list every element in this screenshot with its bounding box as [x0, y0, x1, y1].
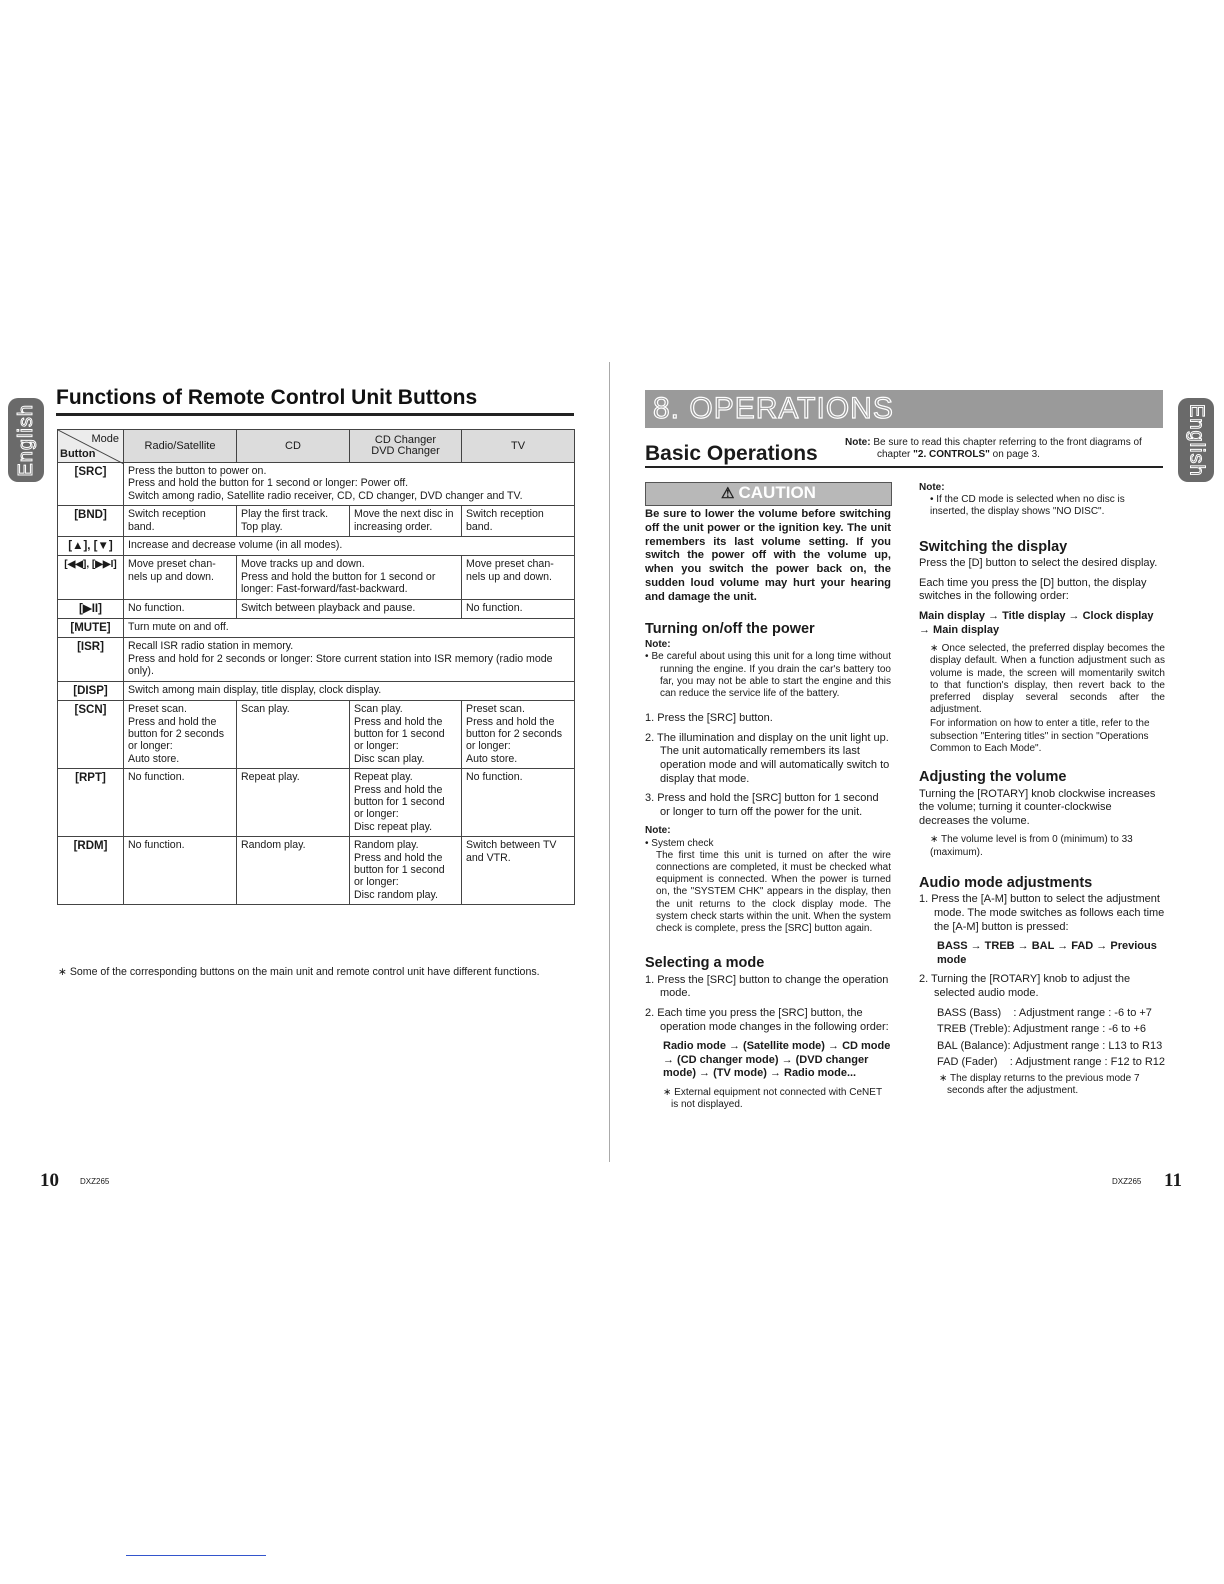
display-heading: Switching the display	[919, 538, 1068, 555]
audio-range-fad: FAD (Fader) : Adjustment range : F12 to R12	[937, 1056, 1166, 1069]
audio-range-treb: TREB (Treble): Adjustment range : -6 to +6	[937, 1023, 1146, 1036]
audio-order: BASS → TREB → BAL → FAD → Previous mode	[937, 940, 1157, 966]
cell-play-cd: Switch between playback and pause.	[237, 599, 462, 618]
table-row	[58, 638, 575, 681]
cell-skip-tv: Move preset chan- nels up and down.	[462, 556, 575, 599]
power-note2-head: • System check	[645, 837, 714, 849]
cell-play-radio: No function.	[124, 599, 237, 618]
button-rdm: [RDM]	[58, 837, 124, 905]
header-changer: CD Changer DVD Changer	[350, 430, 462, 463]
page-number-left: 10	[40, 1170, 59, 1191]
button-mute: [MUTE]	[58, 619, 124, 638]
cell-scn-tv: Preset scan. Press and hold the button for 2 seconds or longer: Auto store.	[462, 701, 575, 769]
display-p1: Press the [D] button to select the desired display.	[919, 557, 1158, 570]
mode-step-2: 2. Each time you press the [SRC] button, the operation mode changes in the following order:	[645, 1006, 889, 1033]
section-heading: Basic Operations	[645, 442, 818, 465]
power-note-label: Note:	[645, 639, 671, 651]
footer-line	[126, 1555, 266, 1556]
mode-step-1: 1. Press the [SRC] button to change the operation mode.	[645, 973, 889, 1000]
caution-title: CAUTION	[738, 483, 816, 502]
cd-note: • If the CD mode is selected when no disc is inserted, the display shows "NO DISC".	[930, 494, 1125, 518]
display-order: Main display → Title display → Clock display → Main display	[919, 609, 1154, 636]
button-src: [SRC]	[58, 463, 124, 506]
language-tab-right	[1178, 398, 1214, 482]
mode-note: ∗ External equipment not connected with CeNET is not displayed.	[663, 1086, 882, 1111]
table-footnote: ∗ Some of the corresponding buttons on the main unit and remote control unit have different functions.	[58, 966, 540, 978]
cell-src: Press the button to power on. Press and hold the button for 1 second or longer: Power off. Switch among radio, Satellite radio receiver, CD, CD changer, DVD changer and TV.	[124, 463, 575, 506]
corner-mode-label: Mode	[91, 433, 119, 445]
cell-rpt-radio: No function.	[124, 769, 237, 837]
cell-bnd-cd: Play the first track. Top play.	[237, 506, 350, 537]
cell-rdm-changer: Random play. Press and hold the button for 1 second or longer: Disc random play.	[350, 837, 462, 905]
cell-bnd-tv: Switch reception band.	[462, 506, 575, 537]
language-tab-left	[8, 398, 44, 482]
model-number-left: DXZ265	[80, 1177, 110, 1186]
language-tab-label: English	[1185, 403, 1208, 477]
language-tab-label: English	[14, 403, 37, 477]
button-disp: [DISP]	[58, 681, 124, 700]
mode-order: Radio mode → (Satellite mode) → CD mode → (CD changer mode) → (DVD changer mode) → (TV mode) → Radio mode...	[663, 1040, 891, 1080]
cell-mute: Turn mute on and off.	[124, 619, 575, 638]
audio-heading: Audio mode adjustments	[919, 874, 1093, 891]
power-step-2: 2. The illumination and display on the unit light up. The unit automatically remembers its last operation mode and will automatically switch to display that mode.	[645, 731, 890, 785]
page-title: Functions of Remote Control Unit Buttons	[56, 386, 478, 409]
corner-cell	[58, 430, 124, 463]
cell-rpt-cd: Repeat play.	[237, 769, 350, 837]
table-row	[58, 537, 575, 556]
button-skip: [◀◀], [▶▶I]	[58, 556, 124, 599]
chapter-title: 8. OPERATIONS	[653, 392, 894, 425]
power-heading: Turning on/off the power	[645, 620, 815, 637]
button-rpt: [RPT]	[58, 769, 124, 837]
cell-scn-cd: Scan play.	[237, 701, 350, 769]
chapter-note: Note: Be sure to read this chapter referring to the front diagrams of chapter "2. CONTROLS" on page 3.	[845, 437, 1142, 460]
power-step-3: 3. Press and hold the [SRC] button for 1 second or longer to turn off the power for the unit.	[645, 792, 879, 818]
model-number-right: DXZ265	[1112, 1177, 1142, 1186]
column-right	[919, 482, 1165, 1103]
audio-range-bal: BAL (Balance): Adjustment range : L13 to R13	[937, 1039, 1163, 1052]
page-number-right: 11	[1164, 1170, 1182, 1191]
table-row	[58, 837, 575, 905]
caution-box	[645, 482, 892, 506]
button-scn: [SCN]	[58, 701, 124, 769]
cd-note-label: Note:	[919, 482, 945, 493]
cell-rdm-radio: No function.	[124, 837, 237, 905]
table-row	[58, 599, 575, 618]
cell-rdm-tv: Switch between TV and VTR.	[462, 837, 575, 905]
corner-button-label: Button	[60, 447, 96, 460]
volume-heading: Adjusting the volume	[919, 769, 1067, 785]
cell-disp: Switch among main display, title display, clock display.	[124, 681, 575, 700]
cell-rpt-tv: No function.	[462, 769, 575, 837]
title-rule	[56, 413, 574, 416]
table-row	[58, 701, 575, 769]
table-row	[58, 681, 575, 700]
table-row	[58, 769, 575, 837]
table-header-row	[58, 430, 575, 463]
cell-play-tv: No function.	[462, 599, 575, 618]
button-isr: [ISR]	[58, 638, 124, 681]
display-note2: For information on how to enter a title, refer to the subsection "Entering titles" in section "Operations Common to Each Mode".	[930, 718, 1150, 754]
remote-functions-table	[57, 429, 575, 905]
power-step-1: 1. Press the [SRC] button.	[645, 712, 773, 725]
volume-note: ∗ The volume level is from 0 (minimum) to 33 (maximum).	[930, 834, 1133, 858]
audio-step-1: 1. Press the [A-M] button to select the adjustment mode. The mode switches as follows each time the [A-M] button is pressed:	[919, 893, 1165, 933]
cell-scn-changer: Scan play. Press and hold the button for 1 second or longer: Disc scan play.	[350, 701, 462, 769]
section-rule	[645, 466, 1163, 468]
audio-note: ∗ The display returns to the previous mode 7 seconds after the adjustment.	[939, 1072, 1140, 1097]
audio-range-bass: BASS (Bass) : Adjustment range : -6 to +7	[937, 1006, 1152, 1019]
button-play-pause: [▶II]	[58, 599, 124, 618]
cell-rpt-changer: Repeat play. Press and hold the button for 1 second or longer: Disc repeat play.	[350, 769, 462, 837]
table-row	[58, 506, 575, 537]
column-left	[645, 508, 891, 1117]
cell-rdm-cd: Random play.	[237, 837, 350, 905]
cell-bnd-radio: Switch reception band.	[124, 506, 237, 537]
table-row	[58, 619, 575, 638]
chapter-note-label: Note:	[845, 437, 871, 448]
header-cd: CD	[237, 430, 350, 463]
volume-p1: Turning the [ROTARY] knob clockwise increases the volume; turning it counter-clockwise decreases the volume.	[919, 787, 1156, 827]
display-p2: Each time you press the [D] button, the display switches in the following order:	[919, 576, 1147, 603]
cell-skip-radio: Move preset chan- nels up and down.	[124, 556, 237, 599]
cell-bnd-changer: Move the next disc in increasing order.	[350, 506, 462, 537]
display-note: ∗ Once selected, the preferred display becomes the display default. When a function adjustment such as volume is made, the screen will momentarily switch to that function's display, then revert back to the preferred display several seconds after the adjustment.	[930, 643, 1165, 716]
warning-icon: ⚠	[721, 485, 735, 502]
caution-text: Be sure to lower the volume before switching off the unit power or the ignition key. The unit remembers its last volume setting. If you switch the power off with the volume up, when you switch the power back on, the sudden loud volume may hurt your hearing and damage the unit.	[645, 508, 891, 603]
mode-heading: Selecting a mode	[645, 955, 765, 972]
audio-step-2: 2. Turning the [ROTARY] knob to adjust the selected audio mode.	[919, 973, 1131, 999]
cell-scn-radio: Preset scan. Press and hold the button for 2 seconds or longer: Auto store.	[124, 701, 237, 769]
button-bnd: [BND]	[58, 506, 124, 537]
cell-volume: Increase and decrease volume (in all modes).	[124, 537, 575, 556]
power-note2: The first time this unit is turned on after the wire connections are completed, it must be checked what equipment is connected. When the power is turned on, the "SYSTEM CHK" appears in the display, then the unit returns to the clock display mode. The system check starts within the unit. When the system check is complete, press the [SRC] button again.	[656, 849, 891, 934]
cell-skip-cd: Move tracks up and down. Press and hold the button for 1 second or longer: Fast-forward/fast-backward.	[237, 556, 462, 599]
header-tv: TV	[462, 430, 575, 463]
power-note: • Be careful about using this unit for a long time without running the engine. If you drain the car's battery too far, you may not be able to start the engine and this can reduce the service life of the battery.	[645, 651, 891, 699]
table-row	[58, 463, 575, 506]
power-note2-label: Note:	[645, 825, 671, 837]
page-gutter	[609, 362, 610, 1162]
chapter-banner	[645, 390, 1163, 428]
cell-isr: Recall ISR radio station in memory. Press and hold for 2 seconds or longer: Store current station into ISR memory (radio mode only).	[124, 638, 575, 681]
table-row	[58, 556, 575, 599]
button-volume: [▲], [▼]	[58, 537, 124, 556]
header-radio: Radio/Satellite	[124, 430, 237, 463]
